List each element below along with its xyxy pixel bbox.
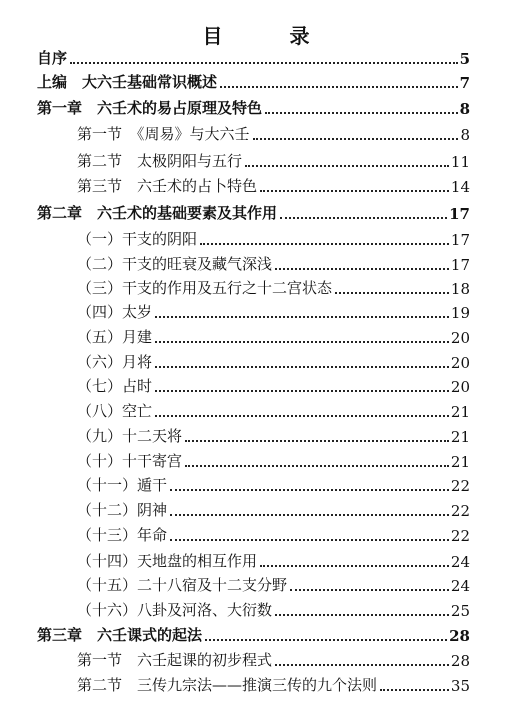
toc-entry-label: （九）十二天将 bbox=[77, 427, 183, 445]
toc-entry-label: （五）月建 bbox=[77, 328, 153, 346]
dot-leader bbox=[185, 465, 449, 467]
toc-entry bbox=[77, 225, 470, 249]
dot-leader bbox=[280, 217, 447, 219]
toc-entry bbox=[77, 596, 470, 620]
toc-entry-label: 第二节 太极阴阳与五行 bbox=[77, 152, 243, 170]
toc-entry-page-number: 21 bbox=[450, 453, 470, 471]
toc-entry-page-number: 28 bbox=[450, 652, 470, 670]
toc-entry-page-number: 11 bbox=[450, 153, 470, 171]
toc-entry-label: 上编 大六壬基础常识概述 bbox=[37, 73, 218, 91]
toc-entry-label: （十五）二十八宿及十二支分野 bbox=[77, 576, 288, 594]
dot-leader bbox=[155, 341, 449, 343]
toc-entry bbox=[77, 496, 470, 520]
toc-entry-page-number: 19 bbox=[450, 304, 470, 322]
dot-leader bbox=[275, 614, 449, 616]
toc-entry-page-number: 8 bbox=[460, 126, 470, 144]
dot-leader bbox=[220, 86, 458, 88]
toc-entry bbox=[77, 646, 470, 670]
toc-entry-label: （一）干支的阴阳 bbox=[77, 230, 198, 248]
dot-leader bbox=[275, 664, 449, 666]
toc-entry bbox=[77, 348, 470, 372]
toc-entry-label: 第二节 三传九宗法——推演三传的九个法则 bbox=[77, 676, 378, 694]
dot-leader bbox=[155, 366, 449, 368]
page-title: 目 录 bbox=[202, 24, 340, 48]
toc-entry bbox=[77, 298, 470, 322]
dot-leader bbox=[335, 292, 449, 294]
dot-leader bbox=[155, 390, 449, 392]
toc-entry-label: 第三章 六壬课式的起法 bbox=[37, 626, 203, 644]
toc-entry bbox=[77, 372, 470, 396]
toc-entry-page-number: 22 bbox=[450, 502, 470, 520]
dot-leader bbox=[265, 112, 458, 114]
dot-leader bbox=[185, 440, 449, 442]
toc-entry-page-number: 20 bbox=[450, 329, 470, 347]
toc-entry-page-number: 24 bbox=[450, 553, 470, 571]
toc-entry-label: （十二）阴神 bbox=[77, 501, 168, 519]
toc-entry-page-number: 18 bbox=[450, 280, 470, 298]
toc-entry bbox=[77, 571, 470, 595]
toc-entry-page-number: 17 bbox=[450, 231, 470, 249]
toc-entry bbox=[77, 471, 470, 495]
toc-entry-label: （六）月将 bbox=[77, 353, 153, 371]
toc-entry-label: （十四）天地盘的相互作用 bbox=[77, 552, 258, 570]
dot-leader bbox=[70, 62, 458, 64]
toc-entry bbox=[77, 671, 470, 695]
toc-entry-label: 第二章 六壬术的基础要素及其作用 bbox=[37, 204, 278, 222]
toc-entry bbox=[77, 250, 470, 274]
toc-entry-label: （八）空亡 bbox=[77, 402, 153, 420]
toc-entry bbox=[77, 521, 470, 545]
toc-entry-page-number: 17 bbox=[450, 256, 470, 274]
dot-leader bbox=[170, 489, 449, 491]
dot-leader bbox=[253, 138, 459, 140]
dot-leader bbox=[245, 165, 449, 167]
toc-entry-page-number: 35 bbox=[450, 677, 470, 695]
dot-leader bbox=[155, 316, 449, 318]
toc-entry-label: （七）占时 bbox=[77, 377, 153, 395]
toc-entry bbox=[77, 547, 470, 571]
toc-entry bbox=[77, 120, 470, 144]
toc-entry bbox=[77, 397, 470, 421]
toc-entry-page-number: 24 bbox=[450, 577, 470, 595]
toc-entry-label: 自序 bbox=[37, 49, 68, 67]
toc-entry-label: 第一节 《周易》与大六壬 bbox=[77, 125, 250, 143]
toc-entry-page-number: 28 bbox=[449, 627, 470, 645]
toc-entry-page-number: 17 bbox=[449, 205, 470, 223]
toc-entry bbox=[77, 147, 470, 171]
toc-entry-label: 第一节 六壬起课的初步程式 bbox=[77, 651, 273, 669]
toc-entry bbox=[77, 323, 470, 347]
dot-leader bbox=[275, 268, 449, 270]
toc-entry bbox=[77, 274, 470, 298]
toc-entry-page-number: 22 bbox=[450, 477, 470, 495]
toc-entry bbox=[37, 44, 470, 68]
toc-entry-page-number: 7 bbox=[459, 74, 470, 92]
dot-leader bbox=[205, 639, 447, 641]
toc-entry bbox=[37, 199, 470, 223]
toc-entry-page-number: 22 bbox=[450, 527, 470, 545]
toc-entry-page-number: 25 bbox=[450, 602, 470, 620]
dot-leader bbox=[290, 589, 449, 591]
toc-entry-label: （四）太岁 bbox=[77, 303, 153, 321]
toc-entry-label: （十三）年命 bbox=[77, 526, 168, 544]
toc-entry-page-number: 21 bbox=[450, 428, 470, 446]
toc-entry-page-number: 20 bbox=[450, 378, 470, 396]
dot-leader bbox=[200, 243, 449, 245]
toc-entry bbox=[77, 172, 470, 196]
dot-leader bbox=[170, 514, 449, 516]
toc-entry-label: 第三节 六壬术的占卜特色 bbox=[77, 177, 258, 195]
dot-leader bbox=[260, 190, 449, 192]
toc-entry-label: （十六）八卦及河洛、大衍数 bbox=[77, 601, 273, 619]
toc-entry-label: （十）十干寄宫 bbox=[77, 452, 183, 470]
toc-entry-label: （十一）遁干 bbox=[77, 476, 168, 494]
toc-entry-label: 第一章 六壬术的易占原理及特色 bbox=[37, 99, 263, 117]
toc-entry-page-number: 14 bbox=[450, 178, 470, 196]
toc-entry-label: （三）干支的作用及五行之十二宫状态 bbox=[77, 279, 333, 297]
dot-leader bbox=[260, 565, 449, 567]
dot-leader bbox=[380, 689, 449, 691]
toc-entry bbox=[77, 447, 470, 471]
toc-entry-page-number: 5 bbox=[459, 50, 470, 68]
toc-entry bbox=[77, 422, 470, 446]
toc-entry bbox=[37, 68, 470, 92]
toc-entry bbox=[37, 94, 470, 118]
toc-entry-label: （二）干支的旺衰及藏气深浅 bbox=[77, 255, 273, 273]
toc-entry-page-number: 8 bbox=[459, 100, 470, 118]
toc-entry-page-number: 20 bbox=[450, 354, 470, 372]
dot-leader bbox=[155, 415, 449, 417]
toc-entry-page-number: 21 bbox=[450, 403, 470, 421]
dot-leader bbox=[170, 539, 449, 541]
toc-entry bbox=[37, 621, 470, 645]
